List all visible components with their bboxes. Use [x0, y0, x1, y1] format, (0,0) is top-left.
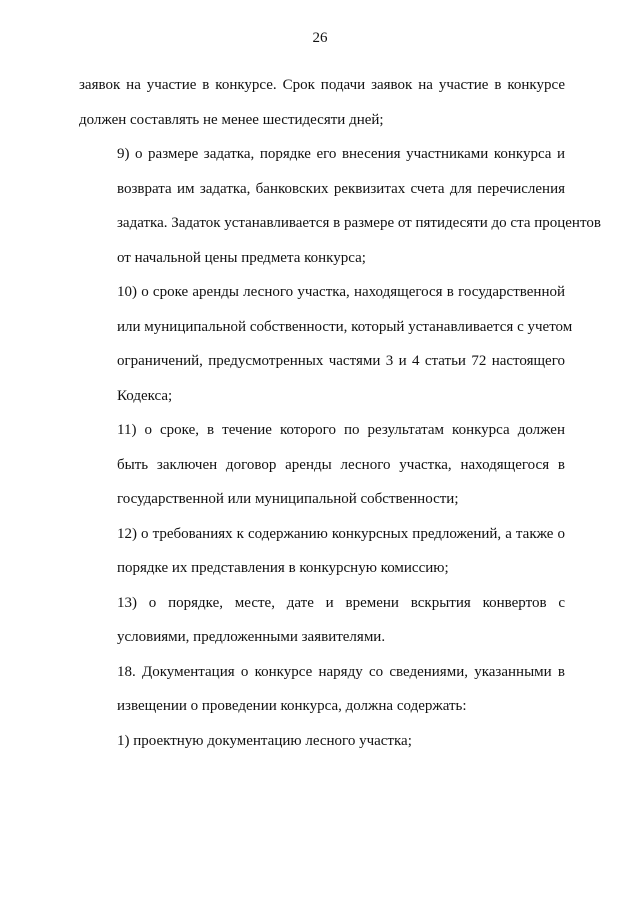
text-line: заявок на участие в конкурсе. Срок подачи заявок на участие в конкурсе — [79, 77, 565, 93]
text-line: условиями, предложенными заявителями. — [117, 629, 386, 645]
text-line: должен составлять не менее шестидесяти дней; — [79, 111, 384, 128]
paragraph — [79, 413, 565, 517]
text-line: от начальной цены предмета конкурса; — [117, 249, 366, 266]
text-line: ограничений, предусмотренных частями 3 и 4 статьи 72 настоящего — [117, 353, 565, 369]
paragraph — [79, 586, 565, 655]
text-line: 10) о сроке аренды лесного участка, находящегося в государственной — [117, 284, 565, 300]
page-number: 26 — [312, 30, 328, 46]
document-body — [79, 68, 601, 758]
text-line: извещении о проведении конкурса, должна содержать: — [117, 698, 467, 714]
text-line: 12) о требованиях к содержанию конкурсных предложений, а также о — [117, 525, 565, 542]
text-line: государственной или муниципальной собственности; — [117, 491, 459, 507]
paragraph — [79, 655, 565, 724]
paragraph — [79, 724, 565, 759]
text-line: задатка. Задаток устанавливается в размере от пятидесяти до ста процентов — [117, 215, 601, 231]
text-line: 1) проектную документацию лесного участка; — [117, 732, 412, 749]
paragraph — [79, 68, 565, 137]
paragraph — [79, 275, 573, 413]
text-line: 9) о размере задатка, порядке его внесения участниками конкурса и — [117, 146, 565, 162]
text-line: порядке их представления в конкурсную комиссию; — [117, 560, 449, 576]
paragraph — [79, 517, 565, 586]
text-line: или муниципальной собственности, который устанавливается с учетом — [117, 318, 573, 335]
text-line: Кодекса; — [117, 387, 173, 404]
text-line: 11) о сроке, в течение которого по результатам конкурса должен — [117, 422, 565, 438]
text-line: 13) о порядке, месте, дате и времени вскрытия конвертов с — [117, 594, 565, 611]
paragraph — [79, 137, 601, 275]
text-line: быть заключен договор аренды лесного участка, находящегося в — [117, 456, 565, 473]
text-line: возврата им задатка, банковских реквизитах счета для перечисления — [117, 180, 565, 197]
text-line: 18. Документация о конкурсе наряду со сведениями, указанными в — [117, 663, 565, 680]
